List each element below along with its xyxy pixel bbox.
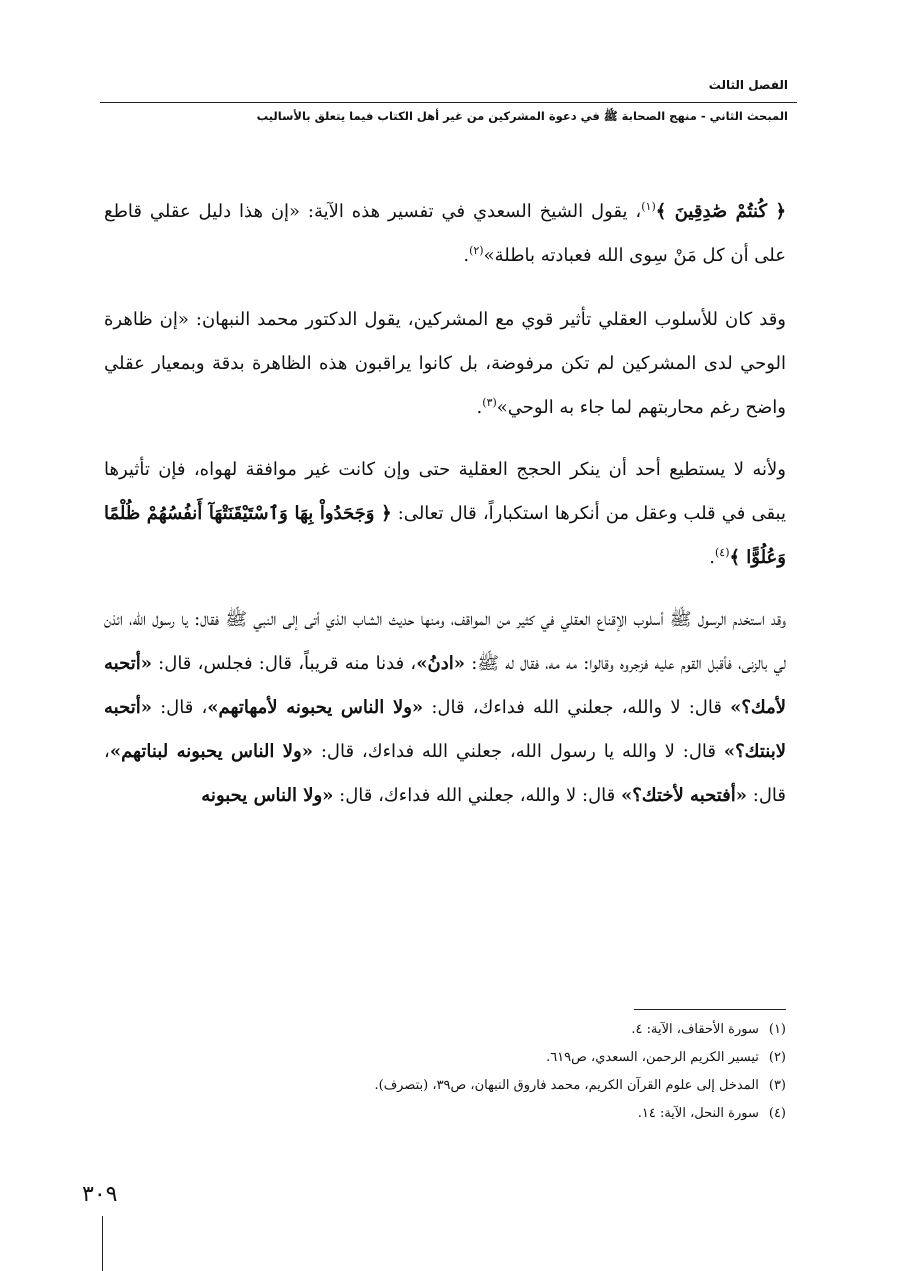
- paragraph-2: [104, 298, 786, 430]
- footnote-ref[interactable]: (٤): [714, 546, 730, 559]
- footnote-number: (٢): [768, 1050, 786, 1065]
- hadith-quote: «ادنُ»: [416, 653, 465, 674]
- paragraph-text: ، قال:: [104, 741, 786, 806]
- margin-rule: [102, 1216, 103, 1271]
- footnotes-list: [104, 1016, 786, 1128]
- footnote-number: (٤): [768, 1106, 786, 1121]
- paragraph-1: [104, 190, 786, 278]
- quran-verse: ﴿ وَجَحَدُواْ بِهَا وَٱسْتَيْقَنَتْهَآ أَنفُسُهُمْ ظُلْمًا وَعُلُوًّا ﴾: [104, 503, 786, 568]
- paragraph-4: [104, 598, 786, 818]
- punctuation: .: [709, 547, 715, 568]
- footnote-number: (٣): [768, 1078, 786, 1093]
- running-header-chapter: الفصل الثالث: [708, 78, 788, 92]
- paragraph-text: وقد كان للأسلوب العقلي تأثير قوي مع المشركين، يقول الدكتور محمد النبهان: «إن ظاهرة الوحي لدى المشركين لم تكن مرفوضة، بل كانوا يراقبون هذه الظاهرة بدقة وبمعيار عقلي واضح رغم محاربتهم لما جاء به الوحي»: [104, 309, 786, 418]
- hadith-quote: «أفتحبه لأختك؟»: [620, 785, 748, 806]
- footnote-divider: [634, 1009, 786, 1010]
- footnote-number: (١): [768, 1022, 786, 1037]
- hadith-quote: «ولا الناس يحبونه: [201, 785, 334, 806]
- punctuation: .: [463, 245, 470, 266]
- footnote-item: [104, 1100, 786, 1128]
- hadith-quote: «ولا الناس يحبونه لأمهاتهم»: [207, 697, 424, 718]
- paragraph-text: ولأنه لا يستطيع أحد أن ينكر الحجج العقلية حتى وإن كانت غير موافقة لهواه، فإن تأثيرها يبقى في قلب وعقل من أنكرها استكباراً، قال تعالى:: [104, 459, 786, 524]
- paragraph-text: وقد استخدم الرسول ﷺ أسلوب الإقناع العقلي في كثير من المواقف، ومنها حديث الشاب الذي أتى إلى النبي ﷺ فقال: يا رسول الله، ائذن لي بالزنى، فأقبل القوم عليه فزجروه وقالوا: مه مه، فقال له ﷺ:: [104, 609, 786, 674]
- footnote-item: [104, 1072, 786, 1100]
- page-number: ٣٠٩: [82, 1182, 118, 1207]
- footnote-ref[interactable]: (٣): [482, 396, 497, 409]
- footnote-item: [104, 1044, 786, 1072]
- footnote-text: سورة الأحقاف، الآية: ٤.: [631, 1022, 759, 1037]
- footnote-text: تيسير الكريم الرحمن، السعدي، ص٦١٩.: [546, 1050, 759, 1065]
- footnote-item: [104, 1016, 786, 1044]
- footnote-ref[interactable]: (١): [641, 200, 656, 213]
- footnote-text: المدخل إلى علوم القرآن الكريم، محمد فاروق النبهان، ص٣٩، (بتصرف).: [374, 1078, 759, 1093]
- paragraph-text: ، فدنا منه قريباً، قال: فجلس، قال:: [151, 653, 417, 674]
- hadith-quote: «أتحبه لأمك؟»: [104, 653, 786, 718]
- paragraph-text: قال: لا والله، جعلني الله فداءك، قال:: [333, 785, 621, 806]
- hadith-quote: «ولا الناس يحبونه لبناتهم»: [109, 741, 313, 762]
- paragraph-text: قال: لا والله يا رسول الله، جعلني الله فداءك، قال:: [312, 741, 724, 762]
- header-divider: [100, 102, 797, 103]
- paragraph-text: ، يقول الشيخ السعدي في تفسير هذه الآية: «إن هذا دليل عقلي قاطع على أن كل مَنْ سِوى الله فعبادته باطلة»: [104, 201, 786, 266]
- punctuation: .: [476, 397, 483, 418]
- paragraph-3: [104, 448, 786, 580]
- footnote-ref[interactable]: (٢): [469, 244, 484, 257]
- hadith-quote: «أتحبه لابنتك؟»: [104, 697, 786, 762]
- running-header-section: المبحث الثاني - منهج الصحابة ﷺ في دعوة المشركين من غير أهل الكتاب فيما يتعلق بالأساليب: [256, 109, 788, 123]
- paragraph-text: قال: لا والله، جعلني الله فداءك، قال:: [423, 697, 731, 718]
- paragraph-text: ، قال:: [151, 697, 208, 718]
- quran-verse: ﴿ كُنتُمْ صَٰدِقِينَ ﴾: [655, 201, 786, 222]
- main-text: [104, 190, 786, 836]
- footnote-text: سورة النحل، الآية: ١٤.: [637, 1106, 759, 1121]
